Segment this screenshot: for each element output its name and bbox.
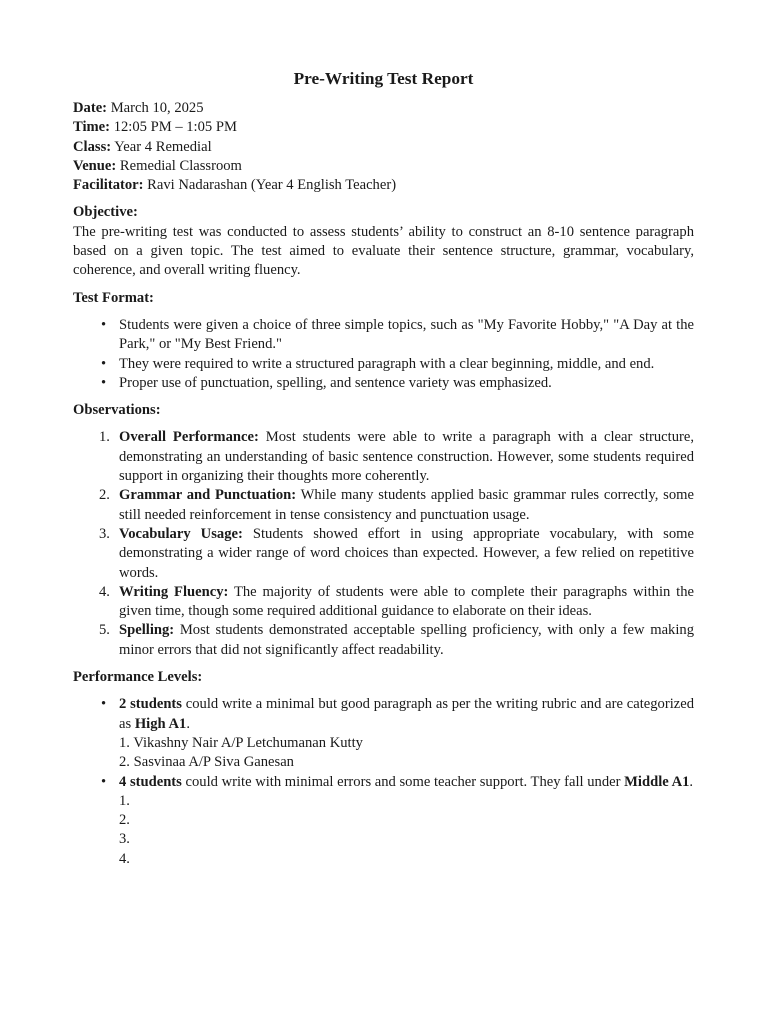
meta-label: Date: (73, 100, 108, 116)
list-number: 1. (99, 429, 110, 446)
list-item-text: Proper use of punctuation, spelling, and sentence variety was emphasized. (119, 374, 552, 391)
student-name: 2. Sasvinaa A/P Siva Ganesan (119, 754, 294, 771)
list-item-text: They were required to write a structured paragraph with a clear beginning, middle, and end. (119, 355, 655, 372)
list-item-label: Spelling: (119, 622, 175, 639)
meta-label: Time: (73, 119, 111, 136)
list-item-text: The majority of students were able to complete their paragraphs within the given time, though some required additional guidance to elaborate on their ideas. (119, 583, 695, 620)
observations-heading: Observations: (73, 402, 161, 419)
test-format-list (73, 316, 694, 393)
list-item (101, 374, 694, 393)
meta-value: 12:05 PM – 1:05 PM (113, 119, 237, 136)
report-title: Pre-Writing Test Report (293, 69, 474, 88)
meta-block (73, 99, 694, 195)
list-item-middle (101, 773, 694, 869)
list-item-text: Students showed effort in using appropriate vocabulary, with some demonstrating a wider range of word choices than expected. However, a few relied on repetitive words. (119, 525, 694, 581)
list-item-text: Most students were able to write a paragraph with a clear structure, demonstrating an understanding of basic sentence construction. However, some students required support in organizing their thoughts more coherently. (119, 429, 695, 485)
student-name: 1. Vikashny Nair A/P Letchumanan Kutty (119, 734, 363, 751)
meta-class (73, 138, 694, 157)
student-name: 3. (119, 831, 130, 848)
meta-value: March 10, 2025 (110, 100, 204, 116)
list-item-text: Students were given a choice of three simple topics, such as "My Favorite Hobby," "A Day at the Park," or "My Best Friend." (119, 316, 694, 353)
list-item (99, 486, 694, 525)
performance-list (73, 695, 694, 869)
list-item-high (101, 695, 694, 772)
list-item (99, 583, 695, 622)
bullet-icon: • (101, 374, 107, 391)
punctuation: . (186, 715, 190, 732)
meta-value: Remedial Classroom (119, 157, 242, 174)
meta-facilitator (73, 176, 694, 195)
meta-label: Facilitator: (73, 177, 144, 194)
meta-date (73, 99, 694, 118)
report-page (73, 66, 694, 869)
list-item (99, 621, 694, 660)
student-count: 4 students (119, 773, 182, 790)
meta-label: Class: (73, 138, 112, 155)
bullet-icon: • (101, 316, 107, 333)
performance-heading: Performance Levels: (73, 669, 203, 686)
meta-label: Venue: (73, 157, 117, 174)
list-item-label: Grammar and Punctuation: (119, 487, 297, 504)
level-label: High A1 (134, 715, 187, 732)
list-item-label: Writing Fluency: (119, 583, 229, 600)
bullet-icon: • (101, 696, 107, 713)
level-label: Middle A1 (624, 773, 690, 790)
list-item (99, 428, 695, 486)
list-item-text: could write with minimal errors and some teacher support. They fall under (181, 773, 625, 790)
observations-list (73, 428, 694, 660)
list-item-text: While many students applied basic grammar rules correctly, some still needed reinforcement in tense consistency and punctuation usage. (119, 487, 694, 523)
meta-value: Ravi Nadarashan (Year 4 English Teacher) (147, 177, 397, 194)
list-number: 4. (99, 583, 110, 600)
punctuation: . (689, 773, 694, 790)
list-number: 3. (99, 525, 110, 542)
objective-text: The pre-writing test was conducted to assess students’ ability to construct an 8-10 sentence paragraph based on a given topic. The test aimed to evaluate their sentence structure, grammar, vocabulary, coherence, and overall writing fluency. (73, 223, 694, 279)
student-count: 2 students (119, 696, 182, 713)
meta-value: Year 4 Remedial (114, 138, 212, 155)
list-item-label: Overall Performance: (119, 429, 259, 446)
list-number: 2. (99, 487, 110, 504)
bullet-icon: • (101, 773, 107, 790)
meta-venue (73, 157, 694, 176)
test-format-heading: Test Format: (73, 289, 154, 306)
list-item (101, 316, 694, 355)
list-item-text: could write a minimal but good paragraph as per the writing rubric and are categorized as (119, 696, 694, 732)
list-item (101, 355, 694, 374)
bullet-icon: • (101, 355, 107, 372)
list-item-text: Most students demonstrated acceptable spelling proficiency, with only a few making minor errors that did not significantly affect readability. (119, 622, 694, 658)
student-name: 2. (119, 812, 130, 829)
list-item-label: Vocabulary Usage: (119, 525, 243, 542)
student-name: 1. (119, 792, 130, 809)
student-name: 4. (119, 850, 130, 867)
list-item (99, 525, 694, 583)
objective-heading: Objective: (73, 204, 138, 221)
list-number: 5. (99, 622, 110, 639)
meta-time (73, 118, 694, 137)
